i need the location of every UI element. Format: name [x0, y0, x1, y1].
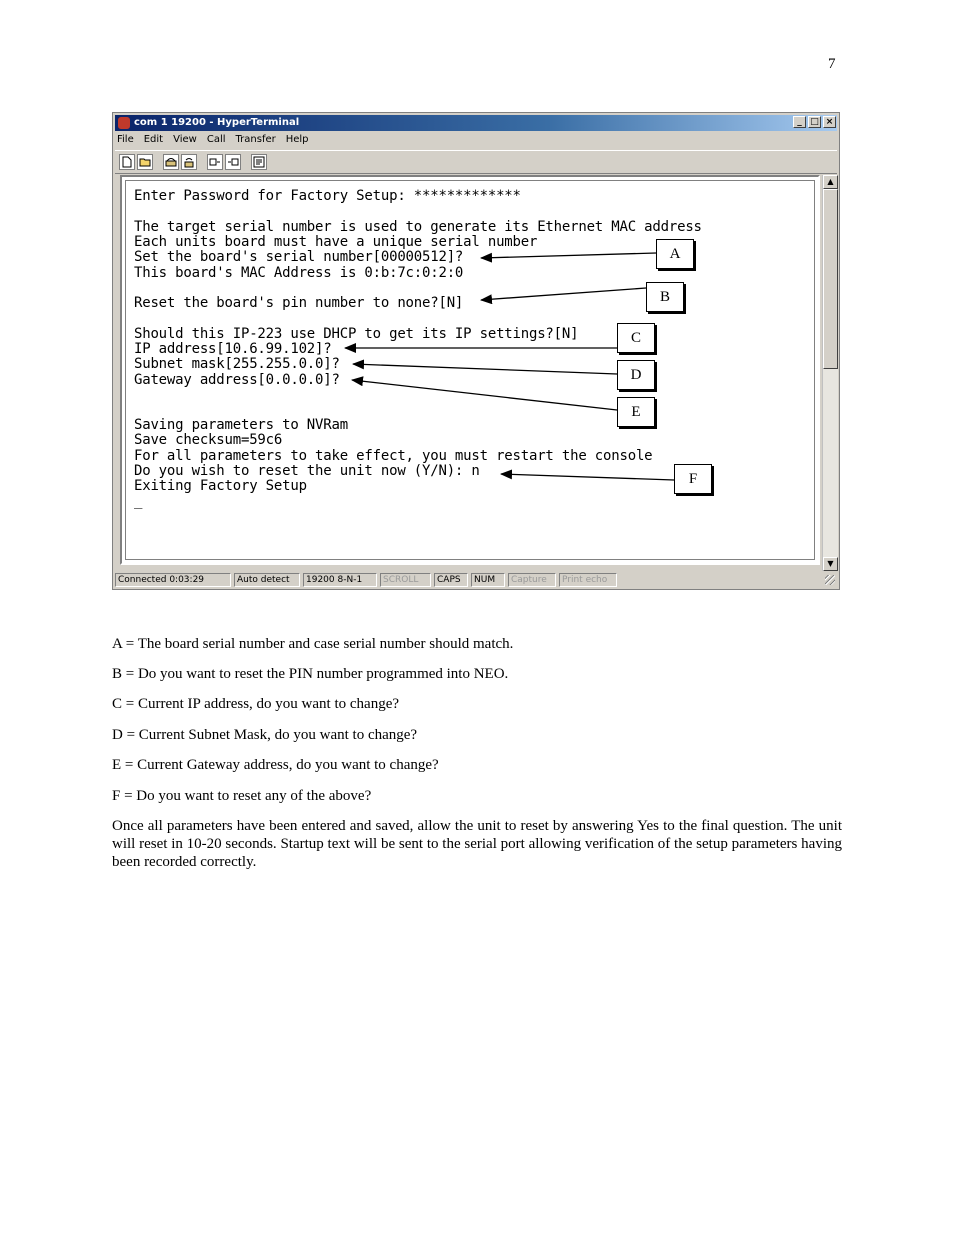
minimize-button[interactable]: _ — [793, 116, 806, 128]
legend-c: C = Current IP address, do you want to change? — [112, 696, 400, 712]
legend-a: A = The board serial number and case serial number should match. — [112, 636, 514, 652]
hyperterminal-window — [112, 112, 840, 590]
terminal-line: Save checksum=59c6 — [134, 432, 283, 448]
window-title: com 1 19200 - HyperTerminal — [134, 117, 300, 128]
status-detect: Auto detect — [234, 573, 300, 587]
callout-d: D — [617, 360, 655, 390]
vertical-scrollbar[interactable] — [822, 175, 838, 571]
terminal-line: Saving parameters to NVRam — [134, 417, 348, 433]
menu-view[interactable]: View — [173, 134, 197, 145]
menu-help[interactable]: Help — [285, 134, 309, 145]
hyperterminal-app-icon — [118, 117, 130, 129]
legend-f: F = Do you want to reset any of the above? — [112, 788, 372, 804]
status-print-echo: Print echo — [559, 573, 617, 587]
terminal-line: Enter Password for Factory Setup: ************* — [134, 188, 521, 204]
properties-icon[interactable] — [251, 154, 267, 170]
menu-edit[interactable]: Edit — [143, 134, 164, 145]
status-num: NUM — [471, 573, 505, 587]
terminal-line: Set the board's serial number[00000512]? — [134, 249, 464, 265]
resize-grip-icon[interactable] — [825, 575, 835, 585]
terminal-line: IP address[10.6.99.102]? — [134, 341, 332, 357]
page-number: 7 — [828, 56, 836, 72]
legend-b: B = Do you want to reset the PIN number programmed into NEO. — [112, 666, 509, 682]
menu-bar — [117, 132, 309, 148]
callout-b: B — [646, 282, 684, 312]
terminal-line: This board's MAC Address is 0:b:7c:0:2:0 — [134, 265, 464, 281]
send-file-icon[interactable] — [207, 154, 223, 170]
terminal-line: Exiting Factory Setup — [134, 478, 307, 494]
terminal-area[interactable] — [120, 175, 820, 565]
receive-file-icon[interactable] — [225, 154, 241, 170]
title-bar[interactable] — [115, 115, 837, 131]
callout-a: A — [656, 239, 694, 269]
terminal-cursor: _ — [134, 493, 143, 509]
disconnect-phone-icon[interactable] — [181, 154, 197, 170]
status-scroll: SCROLL — [380, 573, 431, 587]
terminal-line: The target serial number is used to generate its Ethernet MAC address — [134, 219, 702, 235]
legend-e: E = Current Gateway address, do you want to change? — [112, 757, 439, 773]
scroll-down-icon[interactable]: ▼ — [823, 557, 838, 571]
status-connected: Connected 0:03:29 — [115, 573, 231, 587]
menu-call[interactable]: Call — [206, 134, 226, 145]
terminal-line: Do you wish to reset the unit now (Y/N): n — [134, 463, 480, 479]
callout-f: F — [674, 464, 712, 494]
close-button[interactable]: × — [823, 116, 836, 128]
status-settings: 19200 8-N-1 — [303, 573, 377, 587]
scroll-up-icon[interactable]: ▲ — [823, 175, 838, 189]
legend-d: D = Current Subnet Mask, do you want to change? — [112, 727, 418, 743]
scroll-thumb[interactable] — [823, 189, 838, 369]
status-caps: CAPS — [434, 573, 468, 587]
toolbar — [115, 150, 837, 174]
maximize-button[interactable]: □ — [808, 116, 821, 128]
terminal-line: For all parameters to take effect, you must restart the console — [134, 448, 653, 464]
callout-c: C — [617, 323, 655, 353]
new-connection-icon[interactable] — [119, 154, 135, 170]
menu-transfer[interactable]: Transfer — [235, 134, 276, 145]
callout-e: E — [617, 397, 655, 427]
open-folder-icon[interactable] — [137, 154, 153, 170]
terminal-line: Gateway address[0.0.0.0]? — [134, 372, 340, 388]
menu-file[interactable]: File — [117, 134, 134, 145]
terminal-line: Reset the board's pin number to none?[N] — [134, 295, 464, 311]
status-bar — [115, 573, 837, 587]
terminal-line: Should this IP-223 use DHCP to get its IP settings?[N] — [134, 326, 579, 342]
connect-phone-icon[interactable] — [163, 154, 179, 170]
terminal-line: Each units board must have a unique serial number — [134, 234, 538, 250]
instruction-paragraph: Once all parameters have been entered and saved, allow the unit to reset by answering Yes to the final question. The unit will reset in 10-20 seconds. Startup text will be sent to the serial port allowing verification of the setup parameters having been recorded correctly. — [112, 818, 842, 870]
status-capture: Capture — [508, 573, 556, 587]
terminal-line: Subnet mask[255.255.0.0]? — [134, 356, 340, 372]
